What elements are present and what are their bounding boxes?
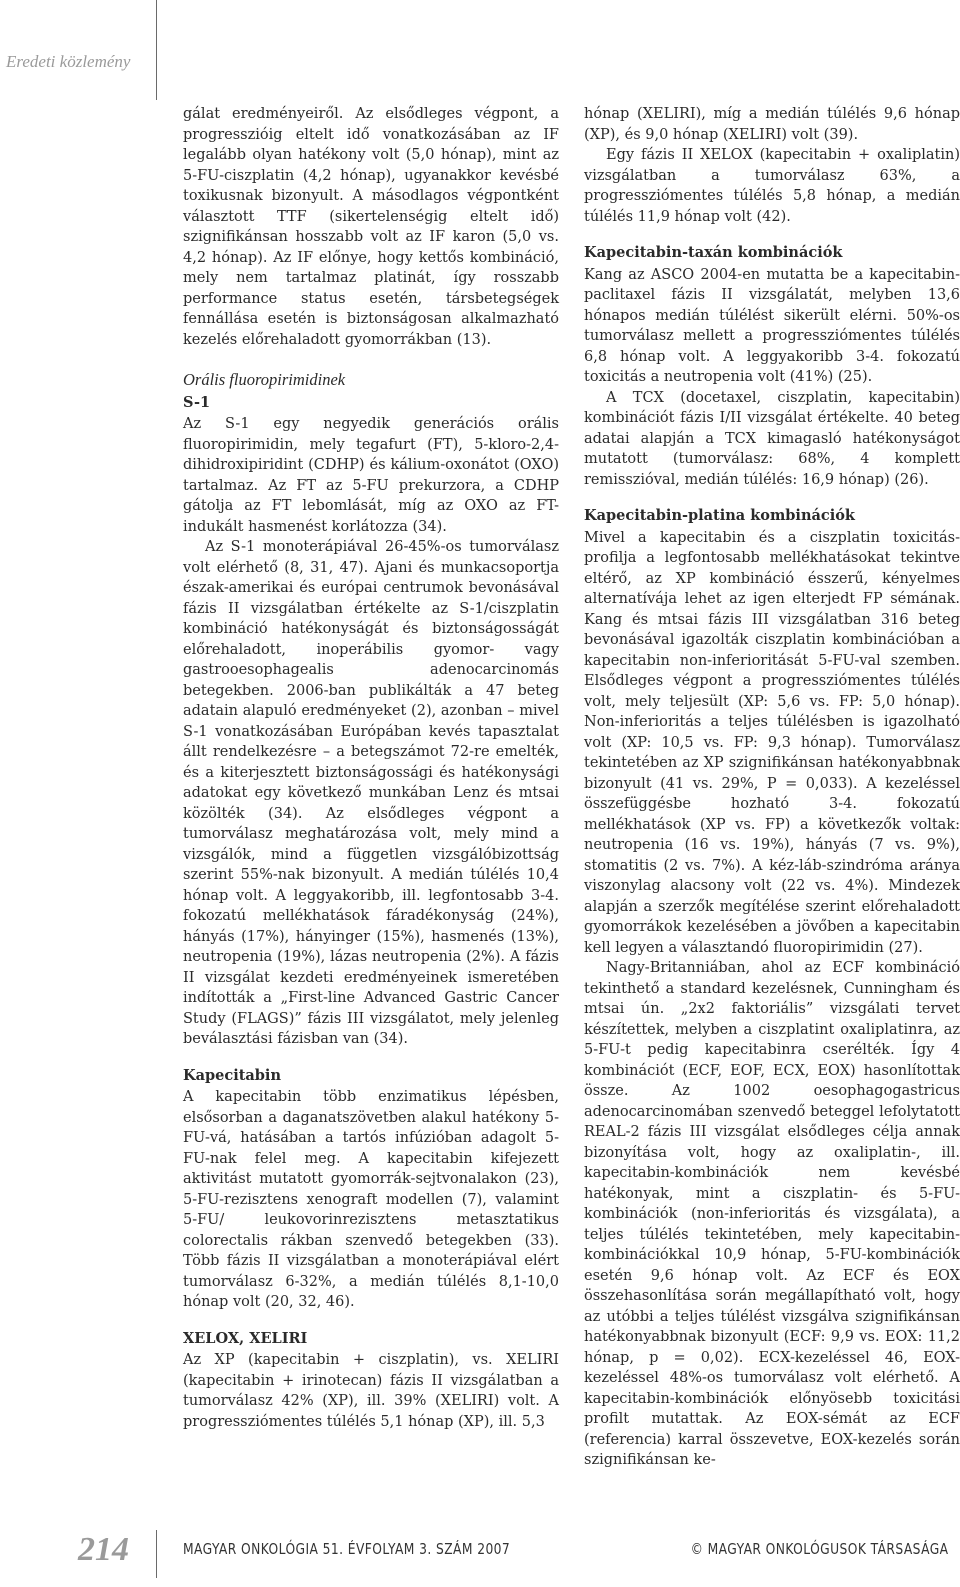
paragraph: A kapecitabin több enzimatikus lépésben, elsősorban a daganatszövetben alakul hatékony 5-FU-vá, hatásában a tartós infúzióban adagolt 5-FU-nak felel meg. A kapecitabin kifejezett aktivitást mutatott gyomorrák-sejtvonalakon (23), 5-FU-rezisztens xenograft modellen (7), valamint 5-FU/ leukovorinrezisztens metasztatikus colorectalis rákban szenvedő betegekben (33). Több fázis II vizsgálatban a monoterápiával elért tumorválasz 6-32%, a medián túlélés 8,1-10,0 hónap volt (20, 32, 46). — [183, 1089, 559, 1310]
left-column — [183, 104, 559, 1432]
paragraph: Az S-1 monoterápiával 26-45%-os tumorválasz volt elérhető (8, 31, 47). Ajani és munkacsoportja észak-amerikai és európai centrumok bevonásával fázis II vizsgálatban értékelte az S-1/ciszplatin kombináció hatékonyságát és biztonságosságát előrehaladott, inoperábilis gyomor- vagy gastrooesophagealis adenocarcinomás betegekben. 2006-ban publikálták a 47 beteg adatain alapuló eredményeket (2), azonban – mivel S-1 vonatkozásában Európában kevés tapasztalat állt rendelkezésre – a betegszámot 72-re emelték, és a kiterjesztett biztonságossági és hatékonysági adatokat egy következő munkában Lenz és mtsai közölték (34). Az elsődleges végpont a tumorválasz meghatározása volt, mely mind a vizsgálók, mind a független vizsgálóbizottság szerint 55%-nak bizonyult. A medián túlélés 10,4 hónap volt. A leggyakoribb, ill. legfontosabb 3-4. fokozatú mellékhatások fáradékonyság (24%), hányás (17%), hányinger (15%), hasmenés (13%), neutropenia (19%), lázas neutropenia (2%). A fázis II vizsgálat kezdeti eredményeinek ismeretében indították a „First-line Advanced Gastric Cancer Study (FLAGS)” fázis III vizsgálatot, mely jelenleg beválasztási fázisban van (34). — [183, 539, 559, 1047]
paragraph: A TCX (docetaxel, ciszplatin, kapecitabin) kombinációt fázis I/II vizsgálat értékelte. 40 beteg adatai alapján a TCX kimagasló hatékonyságot mutatott (tumorválasz: 68%, 4 komplett remisszióval, medián túlélés: 16,9 hónap) (26). — [584, 389, 960, 488]
heading-capecitabine-platinum: Kapecitabin-platina kombinációk — [584, 507, 855, 524]
heading-capecitabine-taxane: Kapecitabin-taxán kombinációk — [584, 244, 843, 261]
paragraph: Nagy-Britanniában, ahol az ECF kombináció tekinthető a standard kezelésnek, Cunningham és mtsai ún. „2x2 faktoriális” vizsgálati tervet készítettek, melyben a ciszplatint oxaliplatinra, az 5-FU-t pedig kapecitabinra cserélték. Így 4 kombinációt (ECF, EOF, ECX, EOX) hasonlítottak össze. Az 1002 oesophagogastricus adenocarcinomában szenvedő beteggel lefolytatott REAL-2 fázis III vizsgálat elsődleges célja annak bizonyítása volt, hogy az oxaliplatin-, ill. kapecitabin-kombinációk nem kevésbé hatékonyak, mint a ciszplatin- és 5-FU-kombinációk (non-inferioritás és vizsgálata), a teljes túlélés tekintetében, mely kapecitabin-kombinációkkal 10,9 hónap, 5-FU-kombinációk esetén 9,6 hónap volt. Az ECF és EOX összehasonlítása során megállapítható volt, hogy az utóbbi a teljes túlélést vizsgálva szignifikánsan hatékonyabbnak bizonyult (ECF: 9,9 vs. EOX: 11,2 hónap, p = 0,02). ECX-kezeléssel 46, EOX-kezeléssel 48%-os tumorválasz volt elérhető. A kapecitabin-kombinációk előnyösebb toxicitási profilt mutattak. Az EOX-sémát az ECF (referencia) karral összevetve, EOX-kezelés során szignifikánsan ke- — [584, 960, 960, 1468]
paragraph: Kang az ASCO 2004-en mutatta be a kapecitabin-paclitaxel fázis II vizsgálatát, melyben 13,6 hónapos medián túlélést sikerült elérni. 50%-os tumorválasz mellett a progressziómentes túlélés 6,8 hónap volt. A leggyakoribb 3-4. fokozatú toxicitás a neutropenia volt (41%) (25). — [584, 266, 960, 385]
heading-kapecitabin: Kapecitabin — [183, 1066, 281, 1084]
vertical-rule-bottom — [156, 1530, 157, 1578]
paragraph: Mivel a kapecitabin és a ciszplatin toxicitás-profilja a legfontosabb mellékhatásokat tekintve eltérő, az XP kombináció ésszerű, kényelmes alternatívája lehet az igen elterjedt FP sémának. Kang és mtsai fázis III vizsgálatban 316 beteg bevonásával igazolták ciszplatin kombinációban a kapecitabin non-inferioritását 5-FU-val szemben. Elsődleges végpont a progressziómentes túlélés volt, mely teljesült (XP: 5,6 vs. FP: 5,0 hónap). Non-inferioritás a teljes túlélésben is igazolható volt (XP: 10,5 vs. FP: 9,3 hónap). Tumorválasz tekintetében az XP szignifikánsan hatékonyabbnak bizonyult (41 vs. 29%, P = 0,033). A kezeléssel összefüggésbe hozható 3-4. fokozatú mellékhatások (XP vs. FP) a következők voltak: neutropenia (16 vs. 19%), hányás (7 vs. 9%), stomatitis (2 vs. 7%). A kéz-láb-szindróma aránya viszonylag alacsony volt (22 vs. 4%). Mindezek alapján a szerzők megítélése szerint előrehaladott gyomorrákok kezelésében a jövőben a kapecitabin kell legyen a választandó fluoropirimidin (27). — [584, 529, 960, 956]
paragraph: gálat eredményeiről. Az elsődleges végpont, a progresszióig eltelt idő vonatkozásában az IF legalább olyan hatékony volt (5,0 hónap), mint az 5-FU-ciszplatin (4,2 hónap), ugyanakkor kevésbé toxikusnak bizonyult. A másodlagos végpontként választott TTF (sikertelenségig eltelt idő) szignifikánsan hosszabb volt az IF karon (5,0 vs. 4,2 hónap). Az IF előnye, hogy kettős kombináció, mely nem tartalmaz platinát, így rosszabb performance status esetén, társbetegségek fennállása esetén is biztonságosan alkalmazható kezelés előrehaladott gyomorrákban (13). — [183, 106, 559, 348]
paragraph: Az S-1 egy negyedik generációs orális fluoropirimidin, mely tegafurt (FT), 5-kloro-2,4-dihidroxipiridint (CDHP) és kálium-oxonátot (OXO) tartalmaz. Az FT az 5-FU prekurzora, a CDHP gátolja az FT lebomlását, míg az OXO az FT-indukált hasmenést korlátozza (34). — [183, 416, 559, 535]
section-label: Eredeti közlemény — [6, 52, 131, 71]
journal-name: MAGYAR ONKOLÓGIA 51. ÉVFOLYAM 3. SZÁM 2007 — [183, 1540, 511, 1558]
page-footer — [0, 1530, 960, 1578]
paragraph: Egy fázis II XELOX (kapecitabin + oxaliplatin) vizsgálatban a tumorválasz 63%, a progressziómentes túlélés 5,8 hónap, a medián túlélés 11,9 hónap volt (42). — [584, 147, 960, 225]
page-number: 214 — [78, 1531, 129, 1568]
paragraph: hónap (XELIRI), míg a medián túlélés 9,6 hónap (XP), és 9,0 hónap (XELIRI) volt (39). — [584, 106, 960, 143]
paragraph: Az XP (kapecitabin + ciszplatin), vs. XELIRI (kapecitabin + irinotecan) fázis II vizsgálatban a tumorválasz 42% (XP), ill. 39% (XELIRI) volt. A progressziómentes túlélés 5,1 hónap (XP), ill. 5,3 — [183, 1352, 559, 1430]
vertical-rule-top — [156, 0, 157, 100]
copyright-notice: © MAGYAR ONKOLÓGUSOK TÁRSASÁGA — [690, 1540, 948, 1558]
subsection-heading-oral-fluoropyrimidines: Orális fluoropirimidinek — [183, 370, 346, 389]
heading-s1: S-1 — [183, 393, 211, 411]
right-column — [584, 104, 960, 1471]
heading-xelox-xeliri: XELOX, XELIRI — [183, 1329, 308, 1347]
